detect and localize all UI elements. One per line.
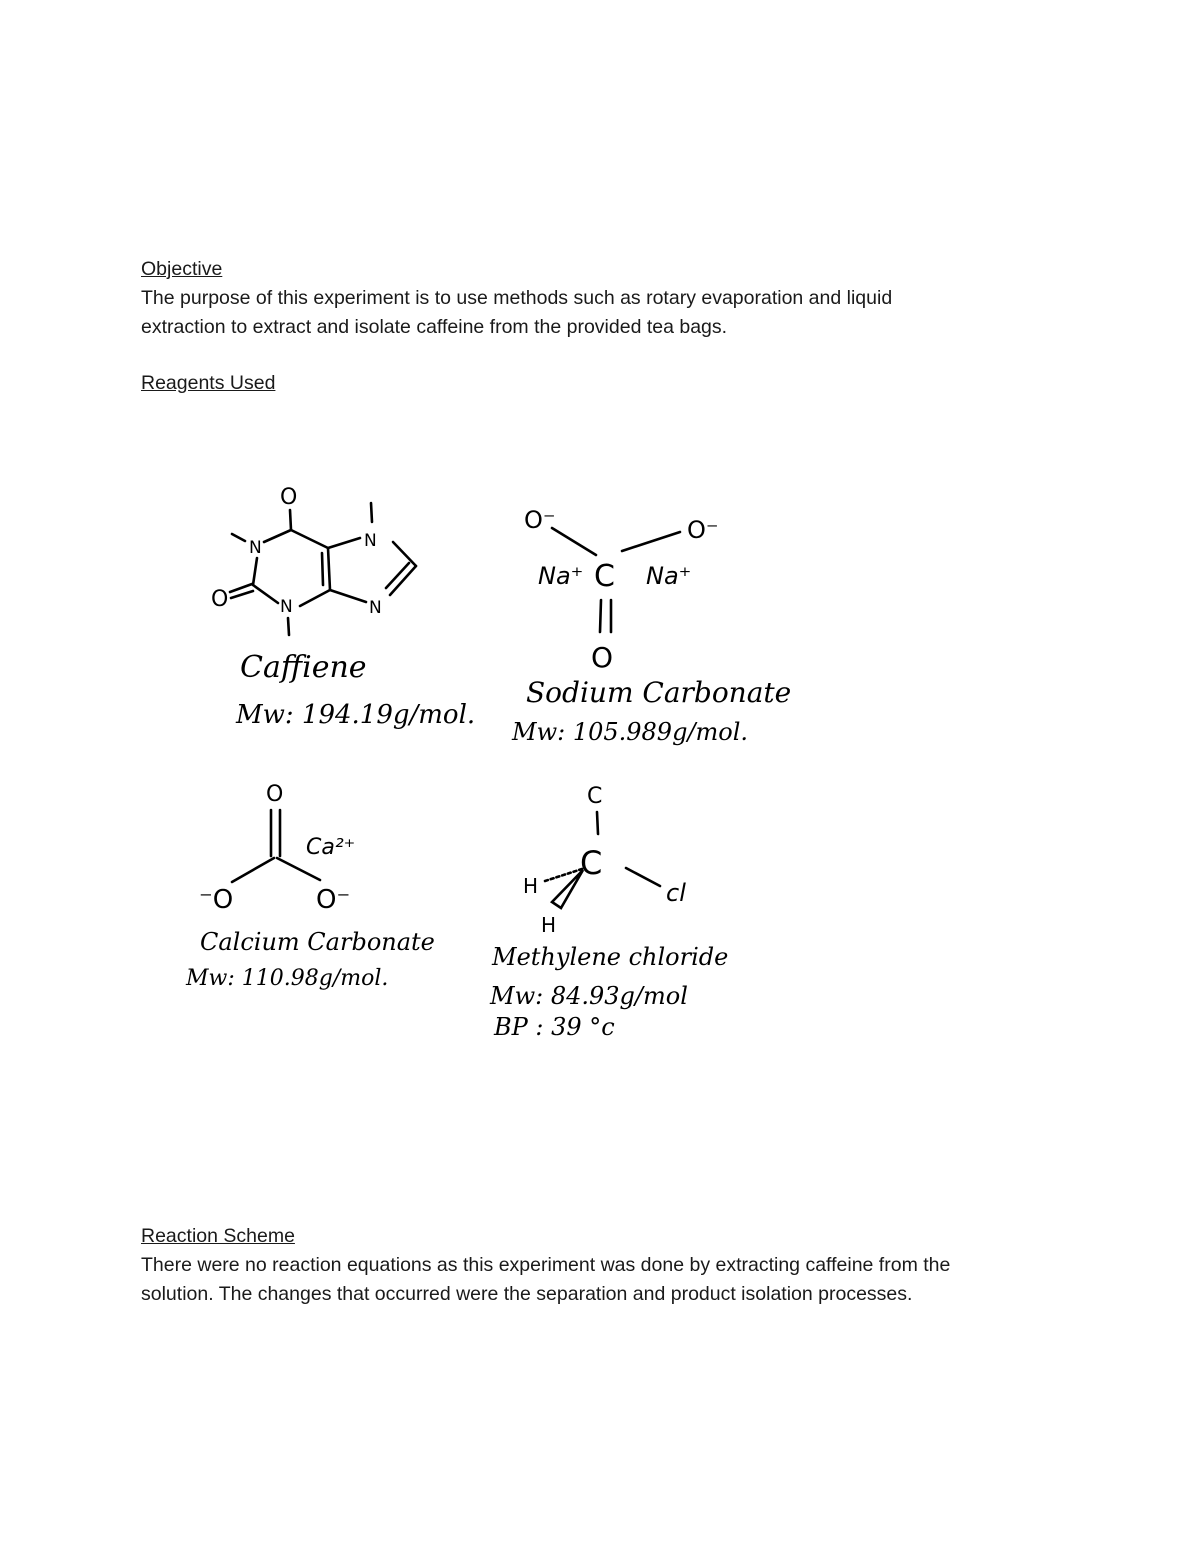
wedge-bond-icon	[552, 870, 583, 908]
sodium-carbonate-atom-na-left: Na⁺	[538, 562, 584, 590]
reaction-scheme-section	[141, 1222, 1081, 1309]
sodium-carbonate-structure	[524, 506, 719, 674]
sodium-carbonate-atom-o-minus-left: O⁻	[524, 506, 556, 534]
objective-heading: Objective	[141, 258, 223, 280]
sodium-carbonate-atom-o-bottom: O	[591, 641, 614, 674]
sodium-carbonate-atom-na-right: Na⁺	[646, 562, 692, 590]
caffeine-atom-n9: N	[369, 598, 382, 618]
methylene-chloride-bp: BP : 39 °c	[494, 1013, 615, 1041]
reaction-scheme-heading: Reaction Scheme	[141, 1225, 295, 1247]
caffeine-atom-o-top: O	[280, 485, 298, 510]
reaction-scheme-line-2: solution. The changes that occurred were the separation and product isolation processes.	[141, 1283, 913, 1305]
sodium-carbonate-atom-o-minus-right: O⁻	[687, 516, 719, 544]
calcium-carbonate-atom-o-left: ⁻O	[199, 885, 234, 915]
methylene-chloride-mw: Mw: 84.93g/mol	[490, 982, 688, 1010]
reagents-heading: Reagents Used	[141, 372, 276, 394]
calcium-carbonate-atom-o-right: O⁻	[316, 885, 351, 915]
objective-line-2: extraction to extract and isolate caffeine from the provided tea bags.	[141, 316, 728, 338]
caffeine-atom-o-left: O	[211, 587, 229, 612]
caffeine-atom-n-methyl: N	[364, 531, 377, 551]
reaction-scheme-line-1: There were no reaction equations as this experiment was done by extracting caffeine from the	[141, 1254, 951, 1276]
methylene-chloride-atom-c: C	[580, 844, 603, 882]
sodium-carbonate-atom-c: C	[594, 559, 615, 594]
sodium-carbonate-name: Sodium Carbonate	[526, 676, 792, 709]
caffeine-structure	[211, 485, 416, 635]
sodium-carbonate-mw: Mw: 105.989g/mol.	[512, 718, 749, 746]
calcium-carbonate-structure	[199, 782, 355, 915]
methylene-chloride-atom-h-bottom: H	[541, 913, 557, 937]
objective-line-1: The purpose of this experiment is to use methods such as rotary evaporation and liquid	[141, 287, 893, 309]
methylene-chloride-structure	[523, 784, 686, 937]
caffeine-name: Caffiene	[240, 650, 367, 685]
methylene-chloride-atom-cl-top: C	[587, 784, 603, 809]
caffeine-atom-n1: N	[249, 538, 262, 558]
calcium-carbonate-atom-ca: Ca²⁺	[306, 835, 356, 860]
methylene-chloride-atom-cl-right: cl	[666, 879, 686, 907]
calcium-carbonate-atom-o-top: O	[266, 782, 284, 807]
calcium-carbonate-mw: Mw: 110.98g/mol.	[186, 966, 389, 991]
calcium-carbonate-name: Calcium Carbonate	[200, 928, 435, 956]
methylene-chloride-atom-h-left: H	[523, 874, 539, 898]
methylene-chloride-name: Methylene chloride	[492, 943, 729, 971]
caffeine-mw: Mw: 194.19g/mol.	[236, 700, 476, 730]
caffeine-atom-n3: N	[280, 597, 293, 617]
